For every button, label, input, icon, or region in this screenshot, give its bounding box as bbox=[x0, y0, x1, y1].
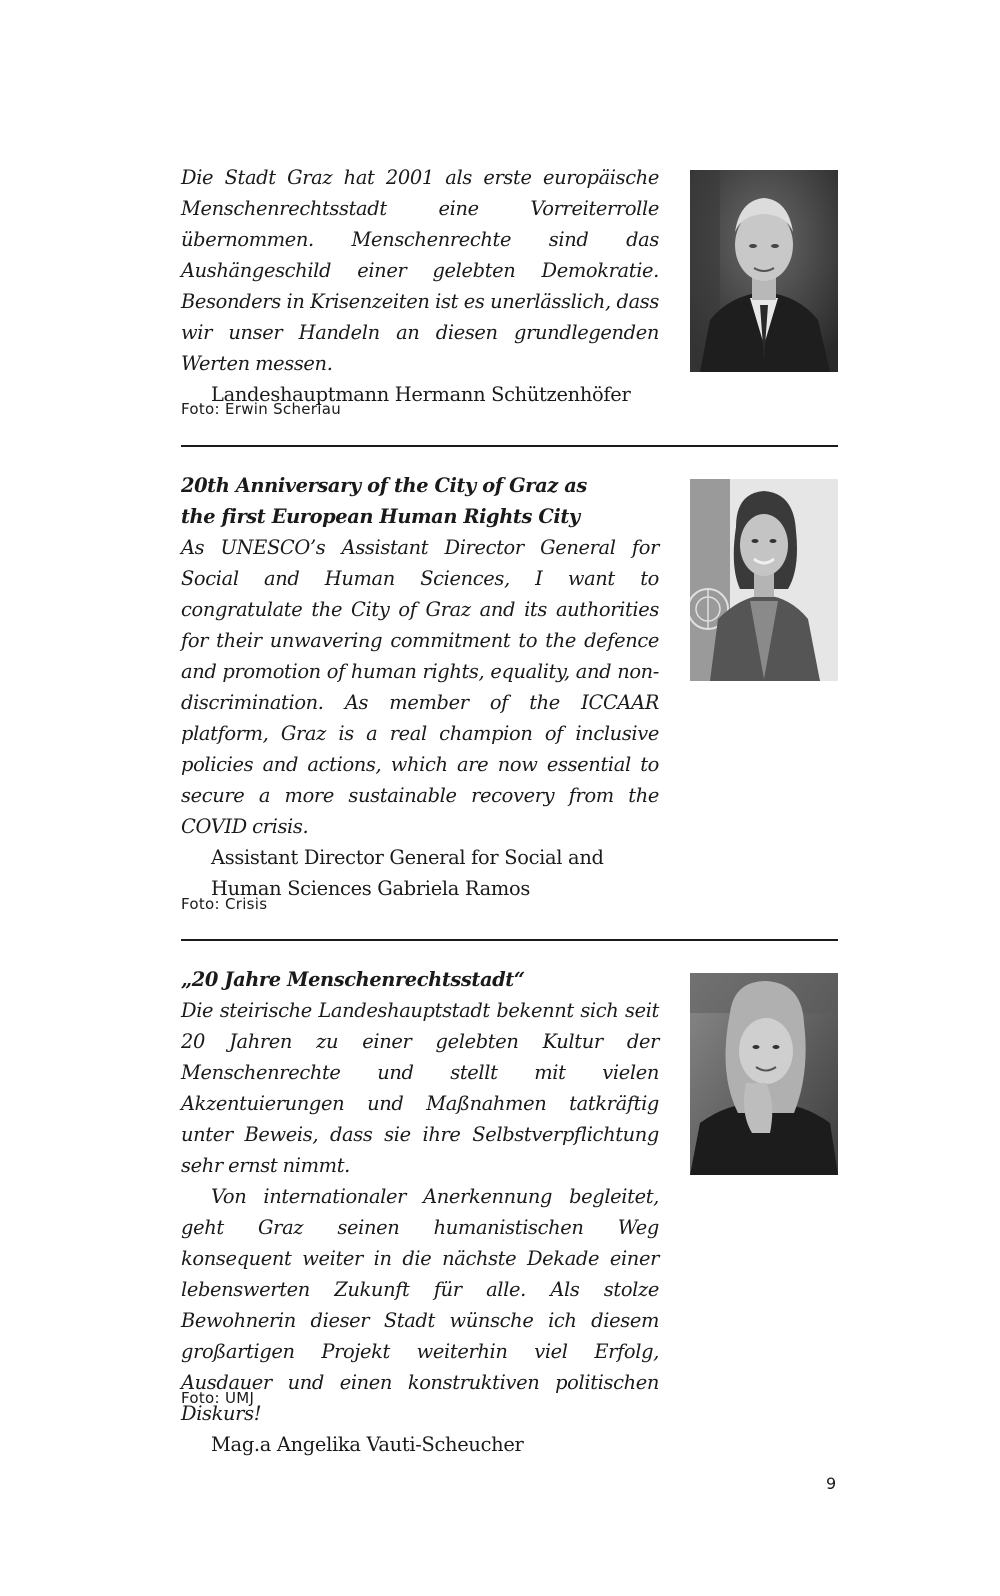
statement-heading bbox=[181, 470, 659, 532]
statement-text bbox=[181, 964, 659, 1460]
section-divider bbox=[181, 445, 838, 447]
heading-line: the first European Human Rights City bbox=[181, 505, 580, 528]
statement-text bbox=[181, 162, 659, 410]
signature-line: Assistant Director General for Social and bbox=[211, 846, 604, 869]
portrait-photo bbox=[690, 973, 838, 1175]
photo-credit: Foto: Crisis bbox=[181, 895, 268, 913]
portrait-photo bbox=[690, 170, 838, 372]
signature-line: Human Sciences Gabriela Ramos bbox=[211, 877, 531, 900]
statement-paragraph: As UNESCO’s Assistant Director General for Social and Human Sciences, I want to congratulate the City of Graz and its authorities for their unwavering commitment to the defence and promotion of human rights, equality, and non-discrimination. As member of the ICCAAR platform, Graz is a real champion of inclusive policies and actions, which are now essential to secure a more sustainable recovery from the COVID crisis. bbox=[181, 536, 659, 838]
statement-heading: „20 Jahre Menschenrechtsstadt“ bbox=[181, 968, 525, 991]
photo-credit: Foto: Erwin Scheriau bbox=[181, 400, 342, 418]
statement-paragraph: Die steirische Landeshauptstadt bekennt sich seit 20 Jahren zu einer gelebten Kultur der Menschenrechte und stellt mit vielen Akzentuierungen und Maßnahmen tatkräftig unter Beweis, dass sie ihre Selbstverpflichtung sehr ernst nimmt. bbox=[181, 999, 659, 1177]
statement-paragraph: Von internationaler Anerkennung begleitet, geht Graz seinen humanistischen Weg konsequent weiter in die nächste Dekade einer lebenswerten Zukunft für alle. Als stolze Bewohnerin dieser Stadt wünsche ich diesem großartigen Projekt weiterhin viel Erfolg, Ausdauer und einen konstruktiven politischen Diskurs! bbox=[181, 1185, 659, 1425]
photo-credit: Foto: UMJ bbox=[181, 1389, 255, 1407]
statement-text bbox=[181, 470, 659, 904]
page-number: 9 bbox=[826, 1474, 837, 1493]
portrait-photo bbox=[690, 479, 838, 681]
statement-signature: Mag.a Angelika Vauti-Scheucher bbox=[211, 1433, 524, 1456]
statement-paragraph: Die Stadt Graz hat 2001 als erste europäische Menschenrechtsstadt eine Vorreiterrolle übernommen. Menschenrechte sind das Aushängeschild einer gelebten Demokratie. Besonders in Krisenzeiten ist es unerlässlich, dass wir unser Handeln an diesen grundlegenden Werten messen. bbox=[181, 166, 659, 375]
heading-line: 20th Anniversary of the City of Graz as bbox=[181, 474, 587, 497]
section-divider bbox=[181, 939, 838, 941]
statement-signature: Landeshauptmann Hermann Schützenhöfer bbox=[211, 383, 631, 406]
